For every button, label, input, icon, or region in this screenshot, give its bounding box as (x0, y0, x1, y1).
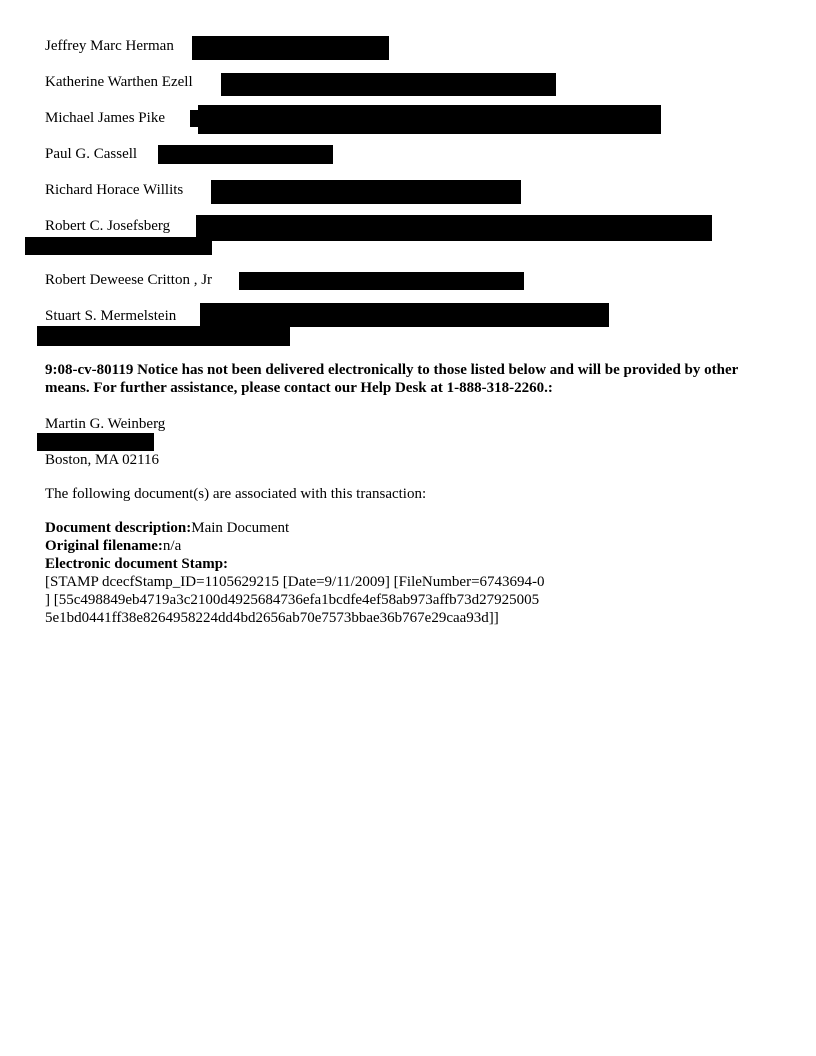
document-description-value: Main Document (191, 520, 290, 536)
recipient-name: Robert Deweese Critton , Jr (45, 272, 213, 288)
recipient-name: Robert C. Josefsberg (45, 218, 171, 234)
stamp-line: [STAMP dcecfStamp_ID=1105629215 [Date=9/11/2009] [FileNumber=6743694-0 (45, 574, 545, 590)
recipient-name: Paul G. Cassell (45, 146, 138, 162)
recipient-name: Stuart S. Mermelstein (45, 308, 177, 324)
recipient-name: Katherine Warthen Ezell (45, 74, 193, 90)
redaction-bar (196, 215, 712, 241)
associated-text: The following document(s) are associated with this transaction: (45, 486, 427, 502)
paper-recipient-city: Boston, MA 02116 (45, 452, 160, 468)
redaction-bar (37, 326, 290, 346)
document-description (45, 519, 289, 537)
redaction-bar (192, 36, 389, 60)
original-filename-label: Original filename: (45, 538, 163, 554)
redaction-bar (158, 145, 333, 164)
document-description-label: Document description: (45, 520, 192, 536)
redaction-bar (211, 180, 521, 204)
redaction-bar (198, 105, 661, 134)
redaction-bar (239, 272, 524, 290)
recipient-name: Richard Horace Willits (45, 182, 184, 198)
redaction-bar (37, 433, 154, 451)
stamp-line: ] [55c498849eb4719a3c2100d4925684736efa1bcdfe4ef58ab973affb73d27925005 (45, 592, 540, 608)
redaction-bar (200, 303, 609, 327)
recipient-name: Jeffrey Marc Herman (45, 38, 174, 54)
paper-recipient-name: Martin G. Weinberg (45, 416, 166, 432)
original-filename (45, 537, 181, 555)
recipient-name: Michael James Pike (45, 110, 165, 126)
stamp-line: 5e1bd0441ff38e8264958224dd4bd2656ab70e7573bbae36b767e29caa93d]] (45, 610, 499, 626)
original-filename-value: n/a (162, 538, 182, 554)
stamp-label (45, 555, 228, 573)
delivery-notice: 9:08-cv-80119 Notice has not been delivered electronically to those listed below and will be provided by other means. For further assistance, please contact our Help Desk at 1-888-318-2260.: (45, 362, 739, 396)
redaction-bar (221, 73, 556, 96)
stamp-label-text: Electronic document Stamp: (45, 556, 229, 572)
redaction-bar (25, 237, 212, 255)
